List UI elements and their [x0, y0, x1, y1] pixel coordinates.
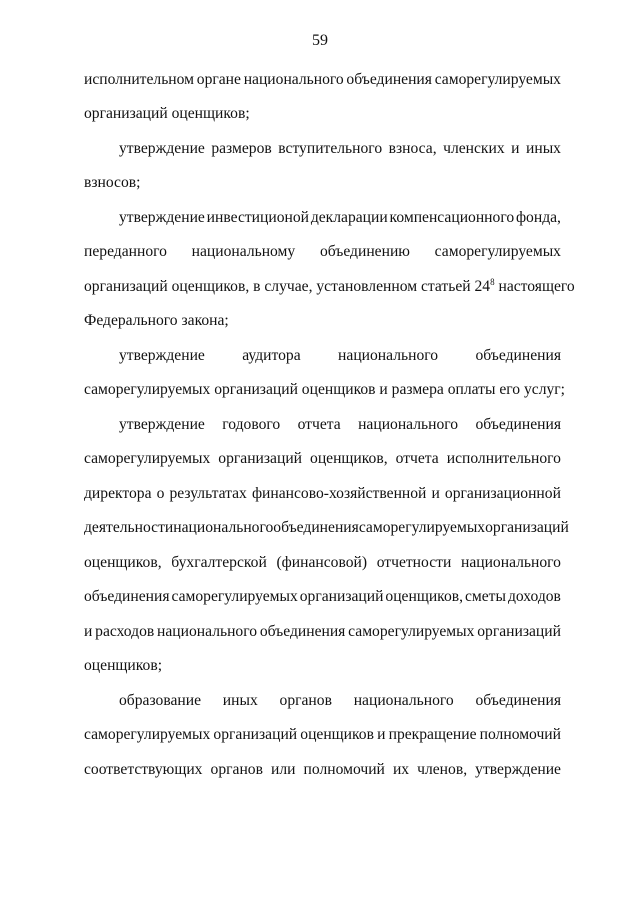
word: или	[271, 761, 296, 778]
text-line-15	[84, 552, 561, 574]
word: национального	[353, 692, 454, 709]
word: бухгалтерской	[171, 554, 267, 571]
word: размеров	[211, 140, 272, 157]
word: (финансовой)	[276, 554, 368, 571]
word: саморегулируемых	[358, 519, 486, 536]
page-number: 59	[312, 32, 328, 49]
word: исполнительного	[446, 450, 561, 467]
word: фонда,	[515, 209, 561, 226]
word: организаций	[213, 726, 298, 743]
word: декларации	[310, 209, 388, 226]
text-line-13	[84, 483, 561, 505]
word: саморегулируемых	[84, 726, 211, 743]
word: и	[84, 623, 93, 640]
word: инвестиционой	[206, 209, 309, 226]
word: национального	[157, 623, 258, 640]
word: и	[377, 726, 386, 743]
word: полномочий	[303, 761, 385, 778]
word: утверждение	[119, 140, 205, 157]
text-line-7-end: настоящего	[494, 278, 575, 295]
text-line-17	[84, 621, 561, 643]
word: членских	[443, 140, 505, 157]
word: органе	[196, 71, 241, 88]
text-line-7-start: организаций оценщиков, в случае, установленном статьей 24	[84, 278, 491, 295]
word: о	[156, 485, 165, 502]
word: оценщиков	[300, 726, 374, 743]
word: отчетности	[376, 554, 452, 571]
word: деятельности	[84, 519, 174, 536]
word: организаций	[299, 588, 384, 605]
word: доходов	[507, 588, 561, 605]
word: саморегулируемых	[434, 71, 561, 88]
word: директора	[84, 485, 152, 502]
word: финансово-хозяйственной	[251, 485, 427, 502]
word: вступительного	[278, 140, 383, 157]
word: национального	[243, 71, 344, 88]
text-line-9	[119, 345, 561, 367]
word: соответствующих	[84, 761, 203, 778]
word: саморегулируемых	[434, 243, 561, 260]
word: полномочий	[479, 726, 561, 743]
word: объединению	[319, 243, 410, 260]
word: саморегулируемых	[348, 623, 475, 640]
word: отчета	[297, 416, 341, 433]
word: объединения	[475, 692, 561, 709]
word: утверждение	[119, 416, 205, 433]
word: саморегулируемых	[84, 450, 211, 467]
word: их	[392, 761, 410, 778]
text-line-10: саморегулируемых организаций оценщиков и размера оплаты его услуг;	[84, 381, 565, 398]
word: объединения	[259, 623, 346, 640]
word: годового	[222, 416, 281, 433]
word: объединения	[84, 588, 170, 605]
word: органов	[210, 761, 263, 778]
word: утверждение	[119, 209, 205, 226]
text-line-16	[84, 586, 561, 608]
word: иных	[222, 692, 258, 709]
text-line-14	[84, 517, 569, 539]
word: взноса,	[388, 140, 437, 157]
text-line-18: оценщиков;	[84, 657, 163, 674]
word: результатах	[169, 485, 247, 502]
word: объединения	[475, 347, 561, 364]
word: переданного	[84, 243, 167, 260]
text-line-4: взносов;	[84, 174, 141, 191]
word: организаций	[477, 623, 561, 640]
word: оценщиков,	[84, 554, 162, 571]
text-line-3	[119, 138, 561, 160]
word: образование	[119, 692, 202, 709]
word: расходов	[95, 623, 155, 640]
word: утверждение	[119, 347, 205, 364]
text-line-2: организаций оценщиков;	[84, 105, 250, 122]
text-line-8: Федерального закона;	[84, 312, 229, 329]
word: объединения	[273, 519, 359, 536]
word: аудитора	[242, 347, 301, 364]
word: объединения	[475, 416, 561, 433]
text-line-7	[84, 276, 575, 298]
word: и	[431, 485, 440, 502]
word: объединения	[346, 71, 432, 88]
text-line-20	[84, 724, 561, 746]
text-line-1	[84, 69, 561, 91]
word: компенсационного	[389, 209, 515, 226]
text-line-5	[119, 207, 561, 229]
word: организационной	[444, 485, 561, 502]
word: исполнительном	[84, 71, 195, 88]
word: национального	[358, 416, 459, 433]
word: организаций	[218, 450, 303, 467]
text-line-6	[84, 241, 561, 263]
text-line-21	[84, 759, 561, 781]
text-line-19	[119, 690, 561, 712]
word: органов	[279, 692, 332, 709]
word: утверждение	[475, 761, 561, 778]
word: и	[511, 140, 520, 157]
text-line-11	[119, 414, 561, 436]
word: отчета	[395, 450, 439, 467]
word: организаций	[485, 519, 569, 536]
word: членов,	[417, 761, 468, 778]
word: оценщиков,	[385, 588, 464, 605]
word: иных	[526, 140, 561, 157]
word: сметы	[464, 588, 506, 605]
word: национального	[338, 347, 439, 364]
word: прекращение	[388, 726, 477, 743]
word: саморегулируемых	[171, 588, 298, 605]
word: национального	[460, 554, 561, 571]
word: оценщиков,	[310, 450, 388, 467]
word: национального	[173, 519, 274, 536]
superscript-8: 8	[490, 277, 495, 287]
word: национальному	[191, 243, 296, 260]
text-line-12	[84, 448, 561, 470]
